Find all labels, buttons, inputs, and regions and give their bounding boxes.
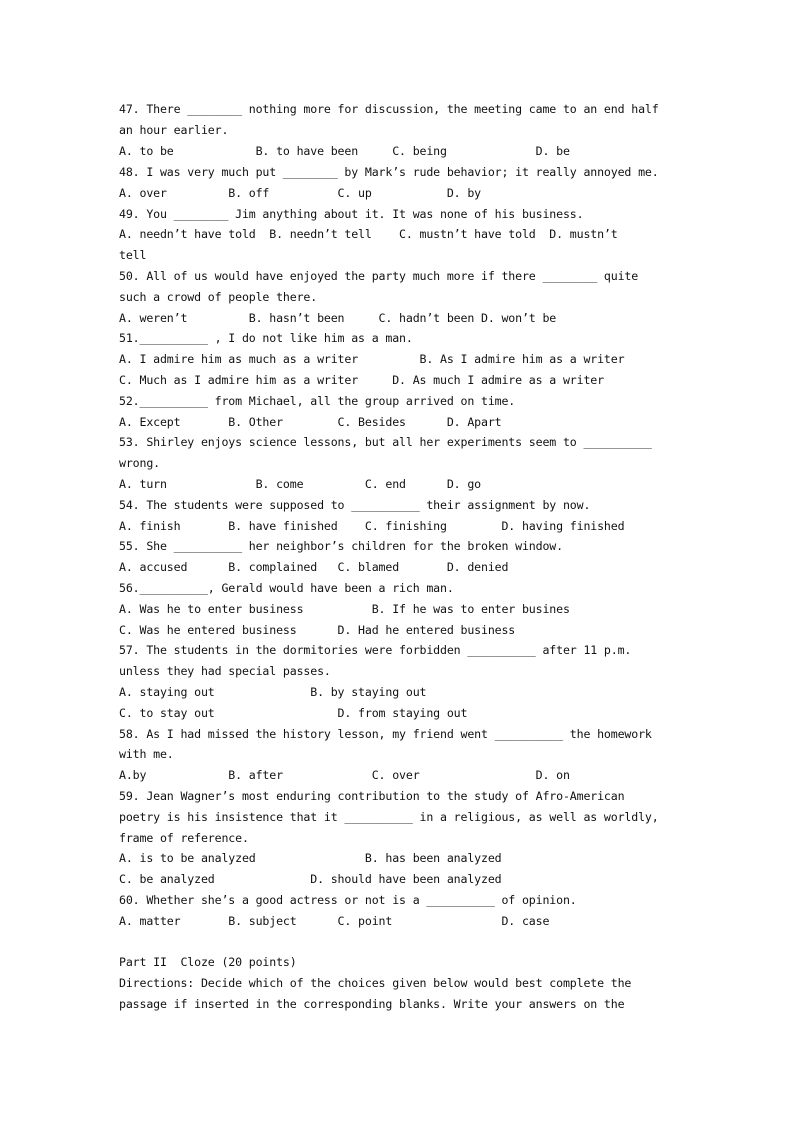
question-56-options-ab: A. Was he to enter business B. If he was to enter busines xyxy=(119,602,570,616)
question-60-stem: 60. Whether she’s a good actress or not is a __________ of opinion. xyxy=(119,893,577,907)
question-58-stem-cont: with me. xyxy=(119,747,174,761)
question-53-stem-cont: wrong. xyxy=(119,456,160,470)
question-47-stem-cont: an hour earlier. xyxy=(119,123,229,137)
question-58-options: A.by B. after C. over D. on xyxy=(119,768,570,782)
question-52-stem: 52.__________ from Michael, all the group arrived on time. xyxy=(119,394,516,408)
question-57-stem-cont: unless they had special passes. xyxy=(119,664,331,678)
question-51-stem: 51.__________ , I do not like him as a man. xyxy=(119,331,413,345)
question-50-stem: 50. All of us would have enjoyed the party much more if there ________ quite xyxy=(119,269,639,283)
question-55-stem: 55. She __________ her neighbor’s children for the broken window. xyxy=(119,539,563,553)
question-51-options-cd: C. Much as I admire him as a writer D. As much I admire as a writer xyxy=(119,373,604,387)
question-57-options-cd: C. to stay out D. from staying out xyxy=(119,706,468,720)
question-51-options-ab: A. I admire him as much as a writer B. As I admire him as a writer xyxy=(119,352,625,366)
question-59-options-ab: A. is to be analyzed B. has been analyzed xyxy=(119,851,502,865)
question-56-options-cd: C. Was he entered business D. Had he entered business xyxy=(119,623,516,637)
question-52-options: A. Except B. Other C. Besides D. Apart xyxy=(119,415,502,429)
question-53-stem: 53. Shirley enjoys science lessons, but all her experiments seem to __________ xyxy=(119,435,652,449)
question-59-stem-cont2: frame of reference. xyxy=(119,831,249,845)
question-49-options: A. needn’t have told B. needn’t tell C. mustn’t have told D. mustn’t xyxy=(119,227,618,241)
question-57-options-ab: A. staying out B. by staying out xyxy=(119,685,427,699)
question-59-stem-cont: poetry is his insistence that it __________ in a religious, as well as worldly, xyxy=(119,810,659,824)
cloze-directions: Directions: Decide which of the choices given below would best complete the xyxy=(119,976,632,990)
question-56-stem: 56.__________, Gerald would have been a rich man. xyxy=(119,581,454,595)
question-50-stem-cont: such a crowd of people there. xyxy=(119,290,318,304)
cloze-directions-cont: passage if inserted in the corresponding blanks. Write your answers on the xyxy=(119,997,625,1011)
question-60-options: A. matter B. subject C. point D. case xyxy=(119,914,550,928)
question-59-stem: 59. Jean Wagner’s most enduring contribution to the study of Afro-American xyxy=(119,789,625,803)
question-50-options: A. weren’t B. hasn’t been C. hadn’t been D. won’t be xyxy=(119,311,557,325)
section-heading-cloze: Part II Cloze (20 points) xyxy=(119,955,297,969)
question-58-stem: 58. As I had missed the history lesson, my friend went __________ the homework xyxy=(119,727,652,741)
question-54-stem: 54. The students were supposed to __________ their assignment by now. xyxy=(119,498,591,512)
question-49-options-cont: tell xyxy=(119,248,147,262)
question-59-options-cd: C. be analyzed D. should have been analyzed xyxy=(119,872,502,886)
question-57-stem: 57. The students in the dormitories were forbidden __________ after 11 p.m. xyxy=(119,643,632,657)
question-49-stem: 49. You ________ Jim anything about it. It was none of his business. xyxy=(119,207,584,221)
question-55-options: A. accused B. complained C. blamed D. denied xyxy=(119,560,509,574)
question-47-stem: 47. There ________ nothing more for discussion, the meeting came to an end half xyxy=(119,102,659,116)
question-48-stem: 48. I was very much put ________ by Mark’s rude behavior; it really annoyed me. xyxy=(119,165,659,179)
question-47-options: A. to be B. to have been C. being D. be xyxy=(119,144,570,158)
question-54-options: A. finish B. have finished C. finishing D. having finished xyxy=(119,519,625,533)
question-53-options: A. turn B. come C. end D. go xyxy=(119,477,481,491)
question-48-options: A. over B. off C. up D. by xyxy=(119,186,481,200)
